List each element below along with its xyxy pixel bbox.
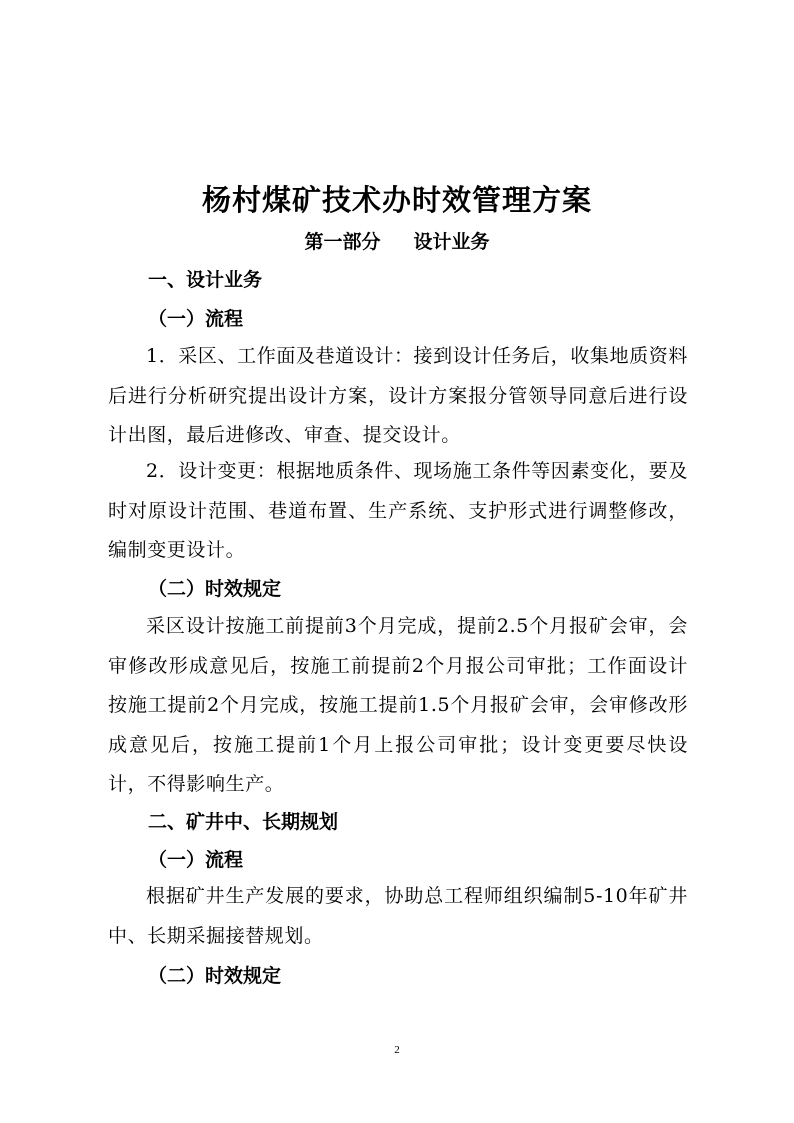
paragraph-design-scope: 1．采区、工作面及巷道设计：接到设计任务后，收集地质资料后进行分析研究提出设计方案，设计方案报分管领导同意后进行设计出图，最后进修改、审查、提交设计。 [108, 345, 688, 446]
subsection-heading-process: （一）流程 [148, 308, 244, 330]
page-number: 2 [394, 1044, 400, 1056]
part-subtitle: 第一部分 设计业务 [304, 231, 490, 253]
subsection-heading-planning-process: （一）流程 [148, 849, 244, 871]
paragraph-design-change: 2．设计变更：根据地质条件、现场施工条件等因素变化，要及时对原设计范围、巷道布置、生产系统、支护形式进行调整修改，编制变更设计。 [108, 460, 688, 561]
subsection-heading-planning-time-rules: （二）时效规定 [148, 965, 282, 987]
section-heading-design: 一、设计业务 [148, 269, 263, 291]
paragraph-time-rules: 采区设计按施工前提前3个月完成，提前2.5个月报矿会审，会审修改形成意见后，按施工前提前2个月报公司审批；工作面设计按施工提前2个月完成，按施工提前1.5个月报矿会审，会审修改形成意见后，按施工提前1个月上报公司审批；设计变更要尽快设计，不得影响生产。 [108, 615, 688, 795]
section-heading-planning: 二、矿井中、长期规划 [148, 811, 339, 833]
subsection-heading-time-rules: （二）时效规定 [148, 578, 282, 600]
paragraph-planning: 根据矿井生产发展的要求，协助总工程师组织编制5-10年矿井中、长期采掘接替规划。 [108, 885, 688, 947]
document-title: 杨村煤矿技术办时效管理方案 [201, 183, 592, 217]
